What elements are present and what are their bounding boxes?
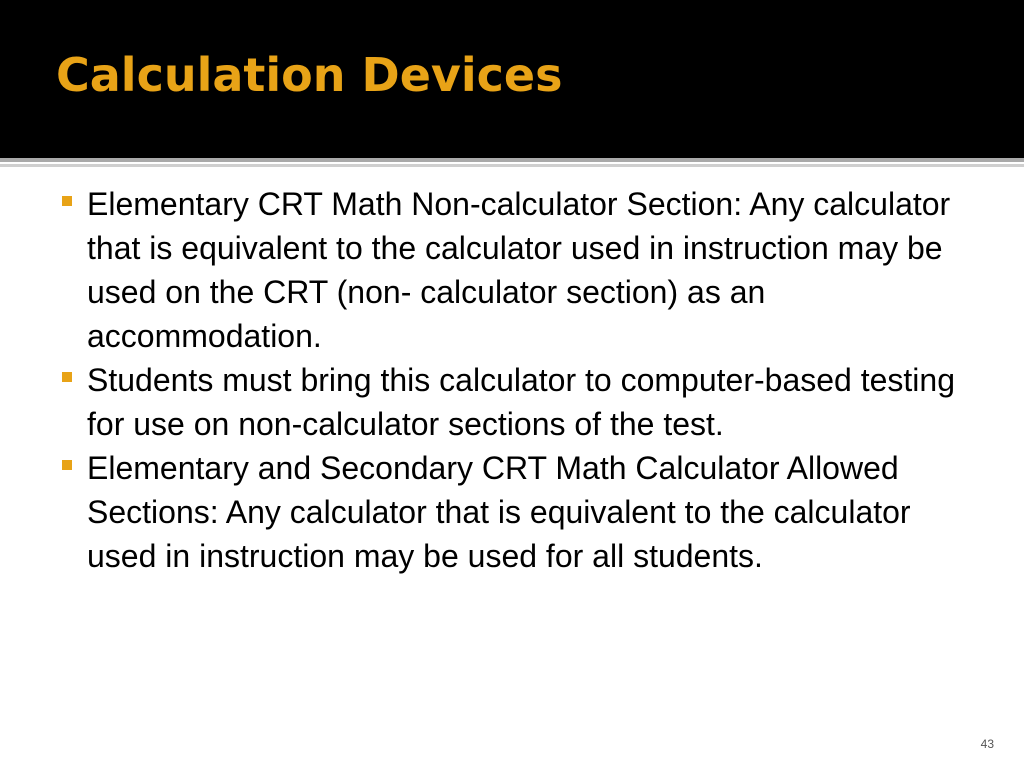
slide-header — [0, 0, 1024, 158]
slide-title: Calculation Devices — [56, 48, 563, 102]
bullet-text: Elementary CRT Math Non-calculator Section: Any calculator that is equivalent to the calculator used in instruction may be used on the CRT (non- calculator section) as an accommodation. — [87, 186, 951, 354]
square-bullet-icon — [62, 372, 72, 382]
bullet-list — [60, 182, 970, 578]
bullet-item — [60, 446, 970, 578]
bullet-text: Students must bring this calculator to computer-based testing for use on non-calculator sections of the test. — [87, 362, 955, 442]
page-number: 43 — [980, 737, 994, 751]
bullet-item — [60, 182, 970, 358]
square-bullet-icon — [62, 460, 72, 470]
header-divider-shadow — [0, 164, 1024, 167]
bullet-text: Elementary and Secondary CRT Math Calculator Allowed Sections: Any calculator that is equivalent to the calculator used in instruction may be used for all students. — [87, 450, 911, 574]
square-bullet-icon — [62, 196, 72, 206]
bullet-item — [60, 358, 970, 446]
